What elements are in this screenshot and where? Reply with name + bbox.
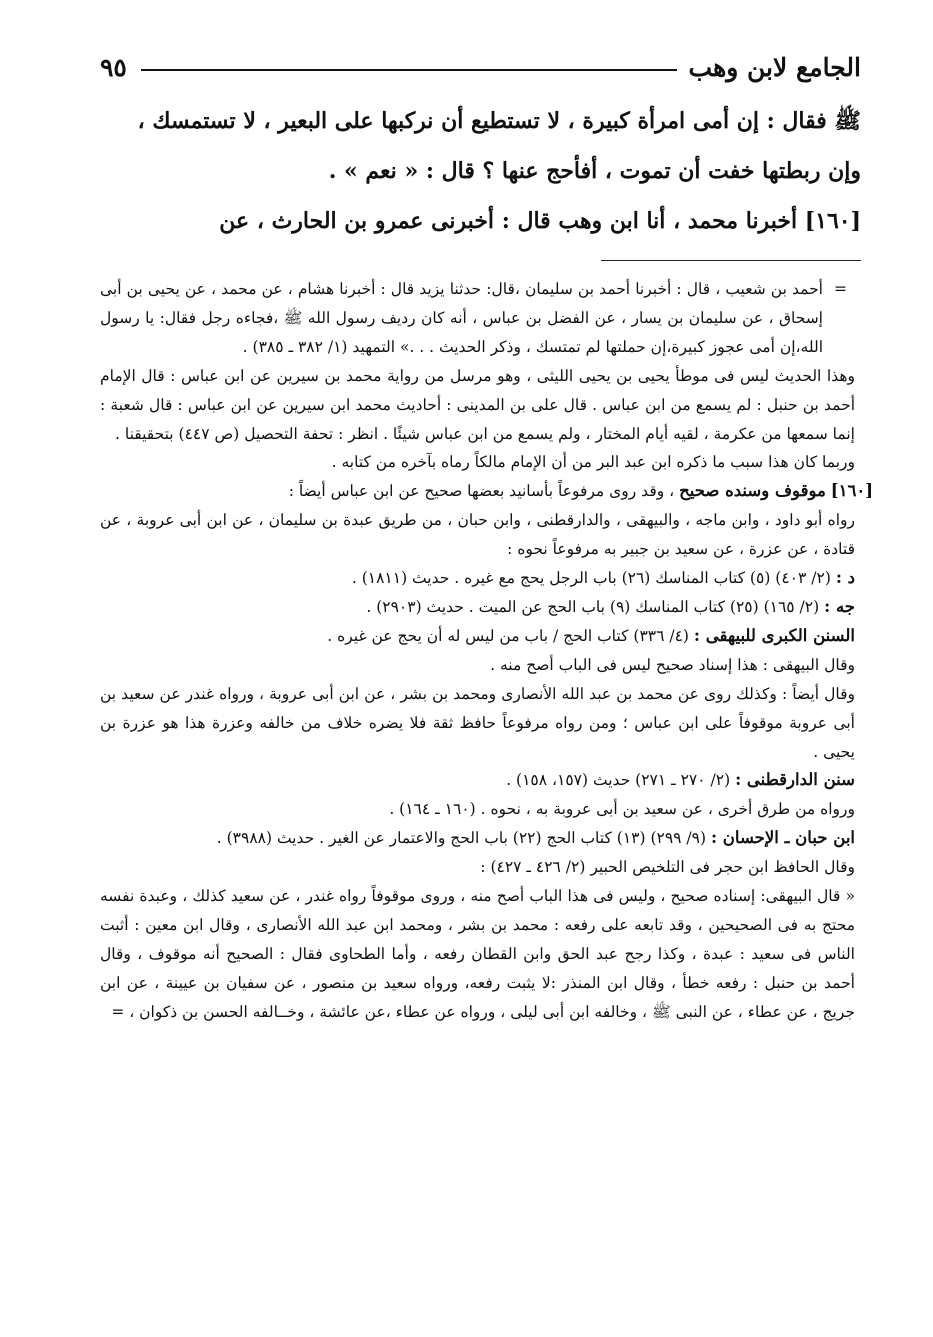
main-text (100, 96, 861, 246)
source-reference: سنن الدارقطنى : (٢/ ٢٧٠ ـ ٢٧١) حديث (١٥٧، ١٥٨) . (506, 770, 855, 790)
footnote-paragraph: وهذا الحديث ليس فى موطأ يحيى بن يحيى الليثى ، وهو مرسل من رواية محمد بن سيرين عن ابن عباس : قال الإمام أحمد بن حنبل : لم يسمع من ابن عباس . قال على بن المدينى : أحاديث محمد ابن سيرين عن ابن عباس : قال شعبة : إنما سمعها من عكرمة ، لقيه أيام المختار ، ولم يسمع من ابن عباس شيئًا . انظر : تحفة التحصيل (ص ٤٤٧) بتحقيقنا . (100, 366, 855, 443)
source-reference: السنن الكبرى للبيهقى : (٤/ ٣٣٦) كتاب الحج / باب من ليس له أن يحج عن غيره . (327, 625, 855, 645)
footnote-paragraph: وقال أيضاً : وكذلك روى عن محمد بن عبد الله الأنصارى ومحمد بن بشر ، عن ابن أبى عروبة ، ورواه غندر عن سعيد بن أبى عروبة موقوفاً على ابن عباس ؛ ومن رواه مرفوعاً حافظ ثقة فلا يضره خلاف من خالفه وعزرة هذا هو عزرة بن يحيى . (100, 684, 855, 761)
source-label: جه : (824, 596, 855, 616)
footnote-paragraph: ورواه من طرق أخرى ، عن سعيد بن أبى عروبة به ، نحوه . (١٦٠ ـ ١٦٤) . (389, 800, 855, 819)
page-number: ٩٥ (100, 52, 127, 82)
source-label: السنن الكبرى للبيهقى : (693, 625, 855, 645)
source-label: سنن الدارقطنى : (735, 770, 855, 790)
running-header (100, 44, 861, 90)
main-paragraph: [١٦٠] أخبرنا محمد ، أنا ابن وهب قال : أخبرنى عمرو بن الحارث ، عن (219, 208, 861, 234)
footnote-quotation: « قال البيهقى: إسناده صحيح ، وليس فى هذا الباب أصح منه ، وروى موقوفاً رواه غندر ، عن سعيد كذلك ، وعبدة نفسه محتج به فى الصحيحين ، وقد تابعه على رفعه : محمد بن بشر ، ومحمد ابن عبد الله الأنصارى ، وقال ابن معين : أثبت الناس فى سعيد : عبدة ، وكذا رجح عبد الحق وابن القطان رفعه ، وأما الطحاوى فقال : الصحيح أنه موقوف ، وقال أحمد بن حنبل : رفعه خطأ ، وقال ابن المنذر :لا يثبت رفعه، ورواه سعيد بن منصور ، عن سفيان بن عيينة ، عن ابن جريج ، عن عطاء ، عن النبى ﷺ ، وخالفه ابن أبى ليلى ، ورواه عن عطاء ،عن عائشة ، وخــالفه الحسن بن ذكوان ، = (100, 887, 855, 1021)
footnote-paragraph: وقال البيهقى : هذا إسناد صحيح ليس فى الباب أصح منه . (490, 655, 855, 674)
source-label: د : (835, 568, 855, 588)
footnote-paragraph: [١٦٠] موقوف وسنده صحيح ، وقد روى مرفوعاً بأسانيد بعضها صحيح عن ابن عباس أيضاً : (288, 481, 873, 501)
main-paragraph: ﷺ فقال : إن أمى امرأة كبيرة ، لا تستطيع أن نركبها على البعير ، لا تستمسك ، (137, 108, 861, 134)
footnotes (100, 275, 873, 1027)
footnote-paragraph: وربما كان هذا سبب ما ذكره ابن عبد البر من أن الإمام مالكاً رماه بآخره من كتابه . (331, 453, 855, 472)
source-reference: ابن حبان ـ الإحسان : (٩/ ٢٩٩) (١٣) كتاب الحج (٢٢) باب الحج والاعتمار عن الغير . حديث (٣٩٨٨) . (216, 828, 855, 848)
footnote-paragraph: وقال الحافظ ابن حجر فى التلخيص الحبير (٢/ ٤٢٦ ـ ٤٢٧) : (480, 858, 855, 877)
source-reference: د : (٢/ ٤٠٣) (٥) كتاب المناسك (٢٦) باب الرجل يحج مع غيره . حديث (١٨١١) . (351, 568, 855, 588)
grading-label: موقوف وسنده صحيح (679, 481, 826, 501)
main-paragraph: وإن ربطتها خفت أن تموت ، أفأحج عنها ؟ قال : « نعم » . (328, 158, 861, 184)
continuation-mark: = (834, 280, 847, 298)
running-title: الجامع لابن وهب (688, 52, 861, 82)
footnote-paragraph: = أحمد بن شعيب ، قال : أخبرنا أحمد بن سليمان ،قال: حدثنا يزيد قال : أخبرنا هشام ، عن محمد ، عن يحيى بن أبى إسحاق ، عن سليمان بن يسار ، عن الفضل بن عباس ، أنه كان رديف رسول الله ﷺ ،فجاءه رجل فقال: يا رسول الله،إن أمى عجوز كبيرة،إن حملتها لم تمتسك ، وذكر الحديث . . .» التمهيد (١/ ٣٨٢ ـ ٣٨٥) . (100, 275, 861, 362)
source-reference: جه : (٢/ ١٦٥) (٢٥) كتاب المناسك (٩) باب الحج عن الميت . حديث (٢٩٠٣) . (366, 596, 855, 616)
footnote-paragraph: رواه أبو داود ، وابن ماجه ، والبيهقى ، والدارقطنى ، وابن حبان ، من طريق عبدة بن سليمان ، عن ابن أبى عروبة ، عن قتادة ، عن عزرة ، عن سعيد بن جبير به مرفوعاً نحوه : (100, 511, 855, 559)
header-rule (141, 69, 677, 71)
footnote-separator (601, 260, 861, 261)
source-label: ابن حبان ـ الإحسان : (710, 828, 855, 848)
hadith-number: [١٦٠] (830, 481, 873, 501)
